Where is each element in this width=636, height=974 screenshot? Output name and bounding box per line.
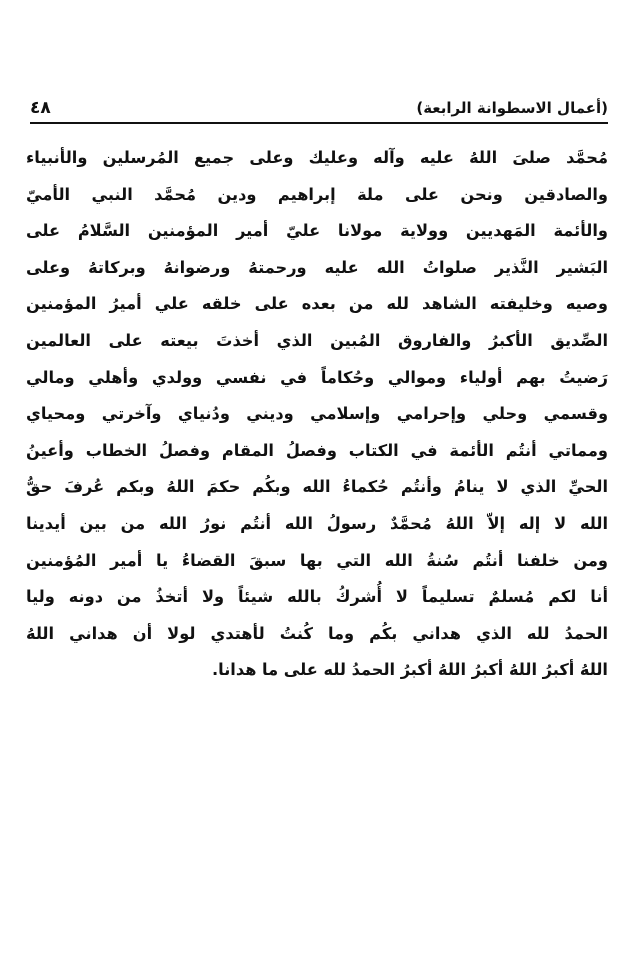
text-line: والأئمة المَهديين وولاية مولانا عليّ أمير المؤمنين السَّلامُ على [26,221,608,241]
page-number: ٤٨ [30,98,51,118]
text-line: الصِّديق الأكبرُ والفاروق المُبين الذي أخذتَ بيعته على العالمين [26,330,608,350]
body-text [26,140,608,689]
text-line: ومن خلفنا أنتُم سُنةُ الله التي بها سبقَ القضاءُ يا أمير المُؤمنين [26,550,608,570]
header-divider [30,122,608,124]
text-line: الحمدُ لله الذي هداني بكُم وما كُنتُ لأهتدي لولا أن هداني اللهُ [26,623,608,643]
text-line: أنا لكم مُسلمٌ تسليماً لا أُشركُ بالله شيئاً ولا أتخذُ من دونه وليا [26,587,608,607]
text-line: البَشير النَّذير صلواتُ الله عليه ورحمتهُ ورضوانهُ وبركاتهُ وعلى [26,257,608,277]
text-line: اللهُ أكبرُ اللهُ أكبرُ اللهُ أكبرُ الحمدُ لله على ما هدانا. [211,660,608,680]
text-line: والصادقين ونحن على ملة إبراهيم ودين مُحمَّد النبي الأميّ [26,184,608,204]
text-line: الحيِّ الذي لا ينامُ وأنتُم حُكماءُ الله وبكُم حكمَ اللهُ وبكم عُرفَ حقُّ [26,477,608,497]
text-line: الله لا إله إلاّ اللهُ مُحمَّدٌ رسولُ الله أنتُم نورُ الله من بين أيدينا [26,513,608,533]
text-line: وصيه وخليفته الشاهد لله من بعده على خلقه علي أميرُ المؤمنين [26,294,608,314]
text-line: رَضيتُ بهم أولياء وموالي وحُكاماً في نفسي وولدي وأهلي ومالي [26,367,608,387]
text-line: ومماتي أنتُم الأئمة في الكتاب وفصلُ المقام وفصلُ الخطاب وأعينُ [26,440,608,460]
running-title: (أعمال الاسطوانة الرابعة) [416,99,608,117]
text-line: وقسمي وحلي وإحرامي وإسلامي وديني ودُنياي وآخرتي ومحياي [26,404,608,424]
page-header [30,92,608,120]
text-line: مُحمَّد صلىَ اللهُ عليه وآله وعليك وعلى جميع المُرسلين والأنبياء [26,148,608,167]
